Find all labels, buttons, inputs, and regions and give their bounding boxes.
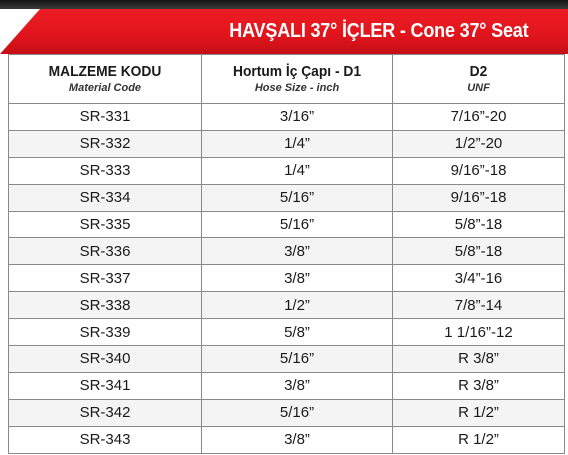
cell-d2: 9/16”-18 xyxy=(393,157,565,184)
cell-d2: R 1/2” xyxy=(393,426,565,453)
header-title: Hortum İç Çapı - D1 xyxy=(232,63,362,80)
cell-material-code: SR-336 xyxy=(9,238,202,265)
header-material-code xyxy=(9,55,202,104)
header-title: MALZEME KODU xyxy=(48,63,162,80)
cell-hose-size: 3/8” xyxy=(202,265,393,292)
cell-material-code: SR-335 xyxy=(9,211,202,238)
cell-material-code: SR-341 xyxy=(9,372,202,399)
cell-d2: R 1/2” xyxy=(393,399,565,426)
title-banner xyxy=(0,9,568,54)
cell-d2: 1/2”-20 xyxy=(393,130,565,157)
cell-material-code: SR-342 xyxy=(9,399,202,426)
cell-d2: 5/8”-18 xyxy=(393,238,565,265)
header-subtitle: Hose Size - inch xyxy=(254,82,340,94)
table-row xyxy=(9,346,565,373)
cell-material-code: SR-334 xyxy=(9,184,202,211)
cell-d2: R 3/8” xyxy=(393,372,565,399)
header-d2 xyxy=(393,55,565,104)
cell-hose-size: 5/16” xyxy=(202,399,393,426)
table-row xyxy=(9,130,565,157)
table-row xyxy=(9,292,565,319)
cell-material-code: SR-337 xyxy=(9,265,202,292)
table-row xyxy=(9,399,565,426)
banner-corner-cut xyxy=(0,9,40,54)
cell-d2: R 3/8” xyxy=(393,346,565,373)
cell-d2: 1 1/16”-12 xyxy=(393,319,565,346)
header-subtitle: UNF xyxy=(467,82,490,94)
banner-title: HAVŞALI 37° İÇLER - Cone 37° Seat xyxy=(228,20,528,42)
header-subtitle: Material Code xyxy=(68,82,142,94)
cell-hose-size: 3/16” xyxy=(202,104,393,131)
cell-hose-size: 5/16” xyxy=(202,184,393,211)
cell-hose-size: 5/8” xyxy=(202,319,393,346)
cell-d2: 3/4”-16 xyxy=(393,265,565,292)
table-body xyxy=(9,104,565,454)
cell-hose-size: 5/16” xyxy=(202,346,393,373)
cell-material-code: SR-340 xyxy=(9,346,202,373)
table-row xyxy=(9,319,565,346)
cell-material-code: SR-331 xyxy=(9,104,202,131)
banner-top-strip xyxy=(0,0,568,9)
cell-material-code: SR-333 xyxy=(9,157,202,184)
table-row xyxy=(9,104,565,131)
cell-hose-size: 1/2” xyxy=(202,292,393,319)
table-header-row xyxy=(9,55,565,104)
table-row xyxy=(9,238,565,265)
table-row xyxy=(9,211,565,238)
cell-d2: 7/8”-14 xyxy=(393,292,565,319)
cell-hose-size: 3/8” xyxy=(202,372,393,399)
table-row xyxy=(9,265,565,292)
cell-d2: 5/8”-18 xyxy=(393,211,565,238)
cell-hose-size: 3/8” xyxy=(202,426,393,453)
cell-hose-size: 5/16” xyxy=(202,211,393,238)
cell-material-code: SR-343 xyxy=(9,426,202,453)
fittings-spec-table xyxy=(8,54,565,454)
cell-d2: 9/16”-18 xyxy=(393,184,565,211)
cell-material-code: SR-332 xyxy=(9,130,202,157)
header-hose-size xyxy=(202,55,393,104)
cell-hose-size: 1/4” xyxy=(202,130,393,157)
cell-d2: 7/16”-20 xyxy=(393,104,565,131)
table-row xyxy=(9,372,565,399)
table-row xyxy=(9,184,565,211)
cell-material-code: SR-339 xyxy=(9,319,202,346)
cell-hose-size: 3/8” xyxy=(202,238,393,265)
table-row xyxy=(9,426,565,453)
cell-hose-size: 1/4” xyxy=(202,157,393,184)
cell-material-code: SR-338 xyxy=(9,292,202,319)
header-title: D2 xyxy=(469,63,488,80)
table-row xyxy=(9,157,565,184)
